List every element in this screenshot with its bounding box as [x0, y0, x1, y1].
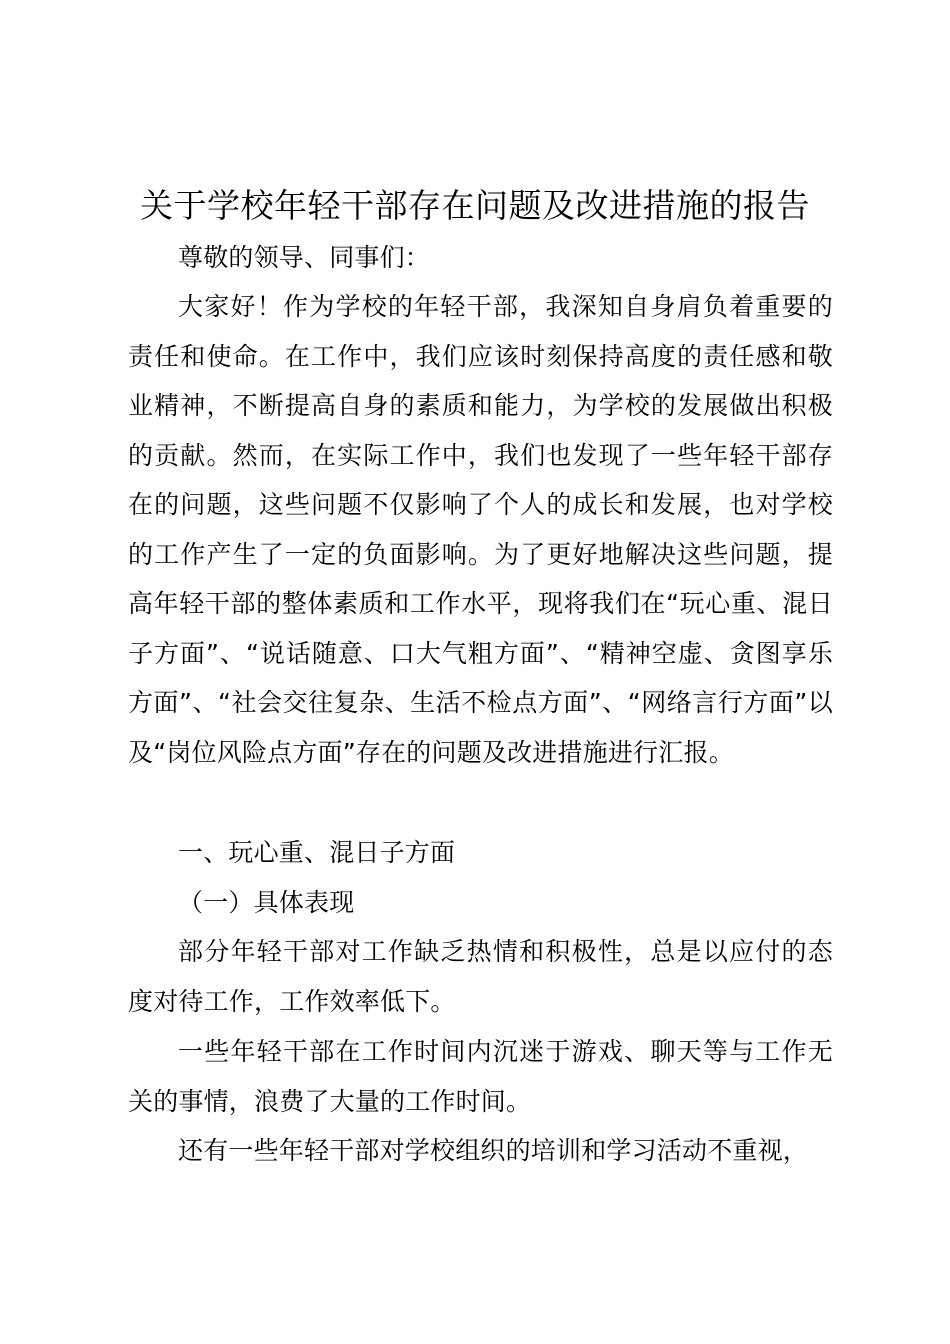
section-heading: 一、玩心重、混日子方面 [178, 838, 456, 867]
greeting: 尊敬的领导、同事们： [178, 243, 431, 272]
document-title: 关于学校年轻干部存在问题及改进措施的报告 [140, 186, 810, 225]
intro-paragraph: 大家好！作为学校的年轻干部，我深知自身肩负着重要的责任和使命。在工作中，我们应该时刻保持高度的责任感和敬业精神，不断提高自身的素质和能力，为学校的发展做出积极的贡献。然而，在实际工作中，我们也发现了一些年轻干部存在的问题，这些问题不仅影响了个人的成长和发展，也对学校的工作产生了一定的负面影响。为了更好地解决这些问题，提高年轻干部的整体素质和工作水平，现将我们在“玩心重、混日子方面”、“说话随意、口大气粗方面”、“精神空虚、贪图享乐方面”、“社会交往复杂、生活不检点方面”、“网络言行方面”以及“岗位风险点方面”存在的问题及改进措施进行汇报。 [128, 292, 833, 767]
paragraph-2: 一些年轻干部在工作时间内沉迷于游戏、聊天等与工作无关的事情，浪费了大量的工作时间。 [128, 1037, 833, 1116]
paragraph-3: 还有一些年轻干部对学校组织的培训和学习活动不重视， [178, 1136, 809, 1165]
paragraph-1: 部分年轻干部对工作缺乏热情和积极性，总是以应付的态度对待工作，工作效率低下。 [128, 937, 833, 1016]
subsection-heading: （一）具体表现 [178, 888, 355, 917]
